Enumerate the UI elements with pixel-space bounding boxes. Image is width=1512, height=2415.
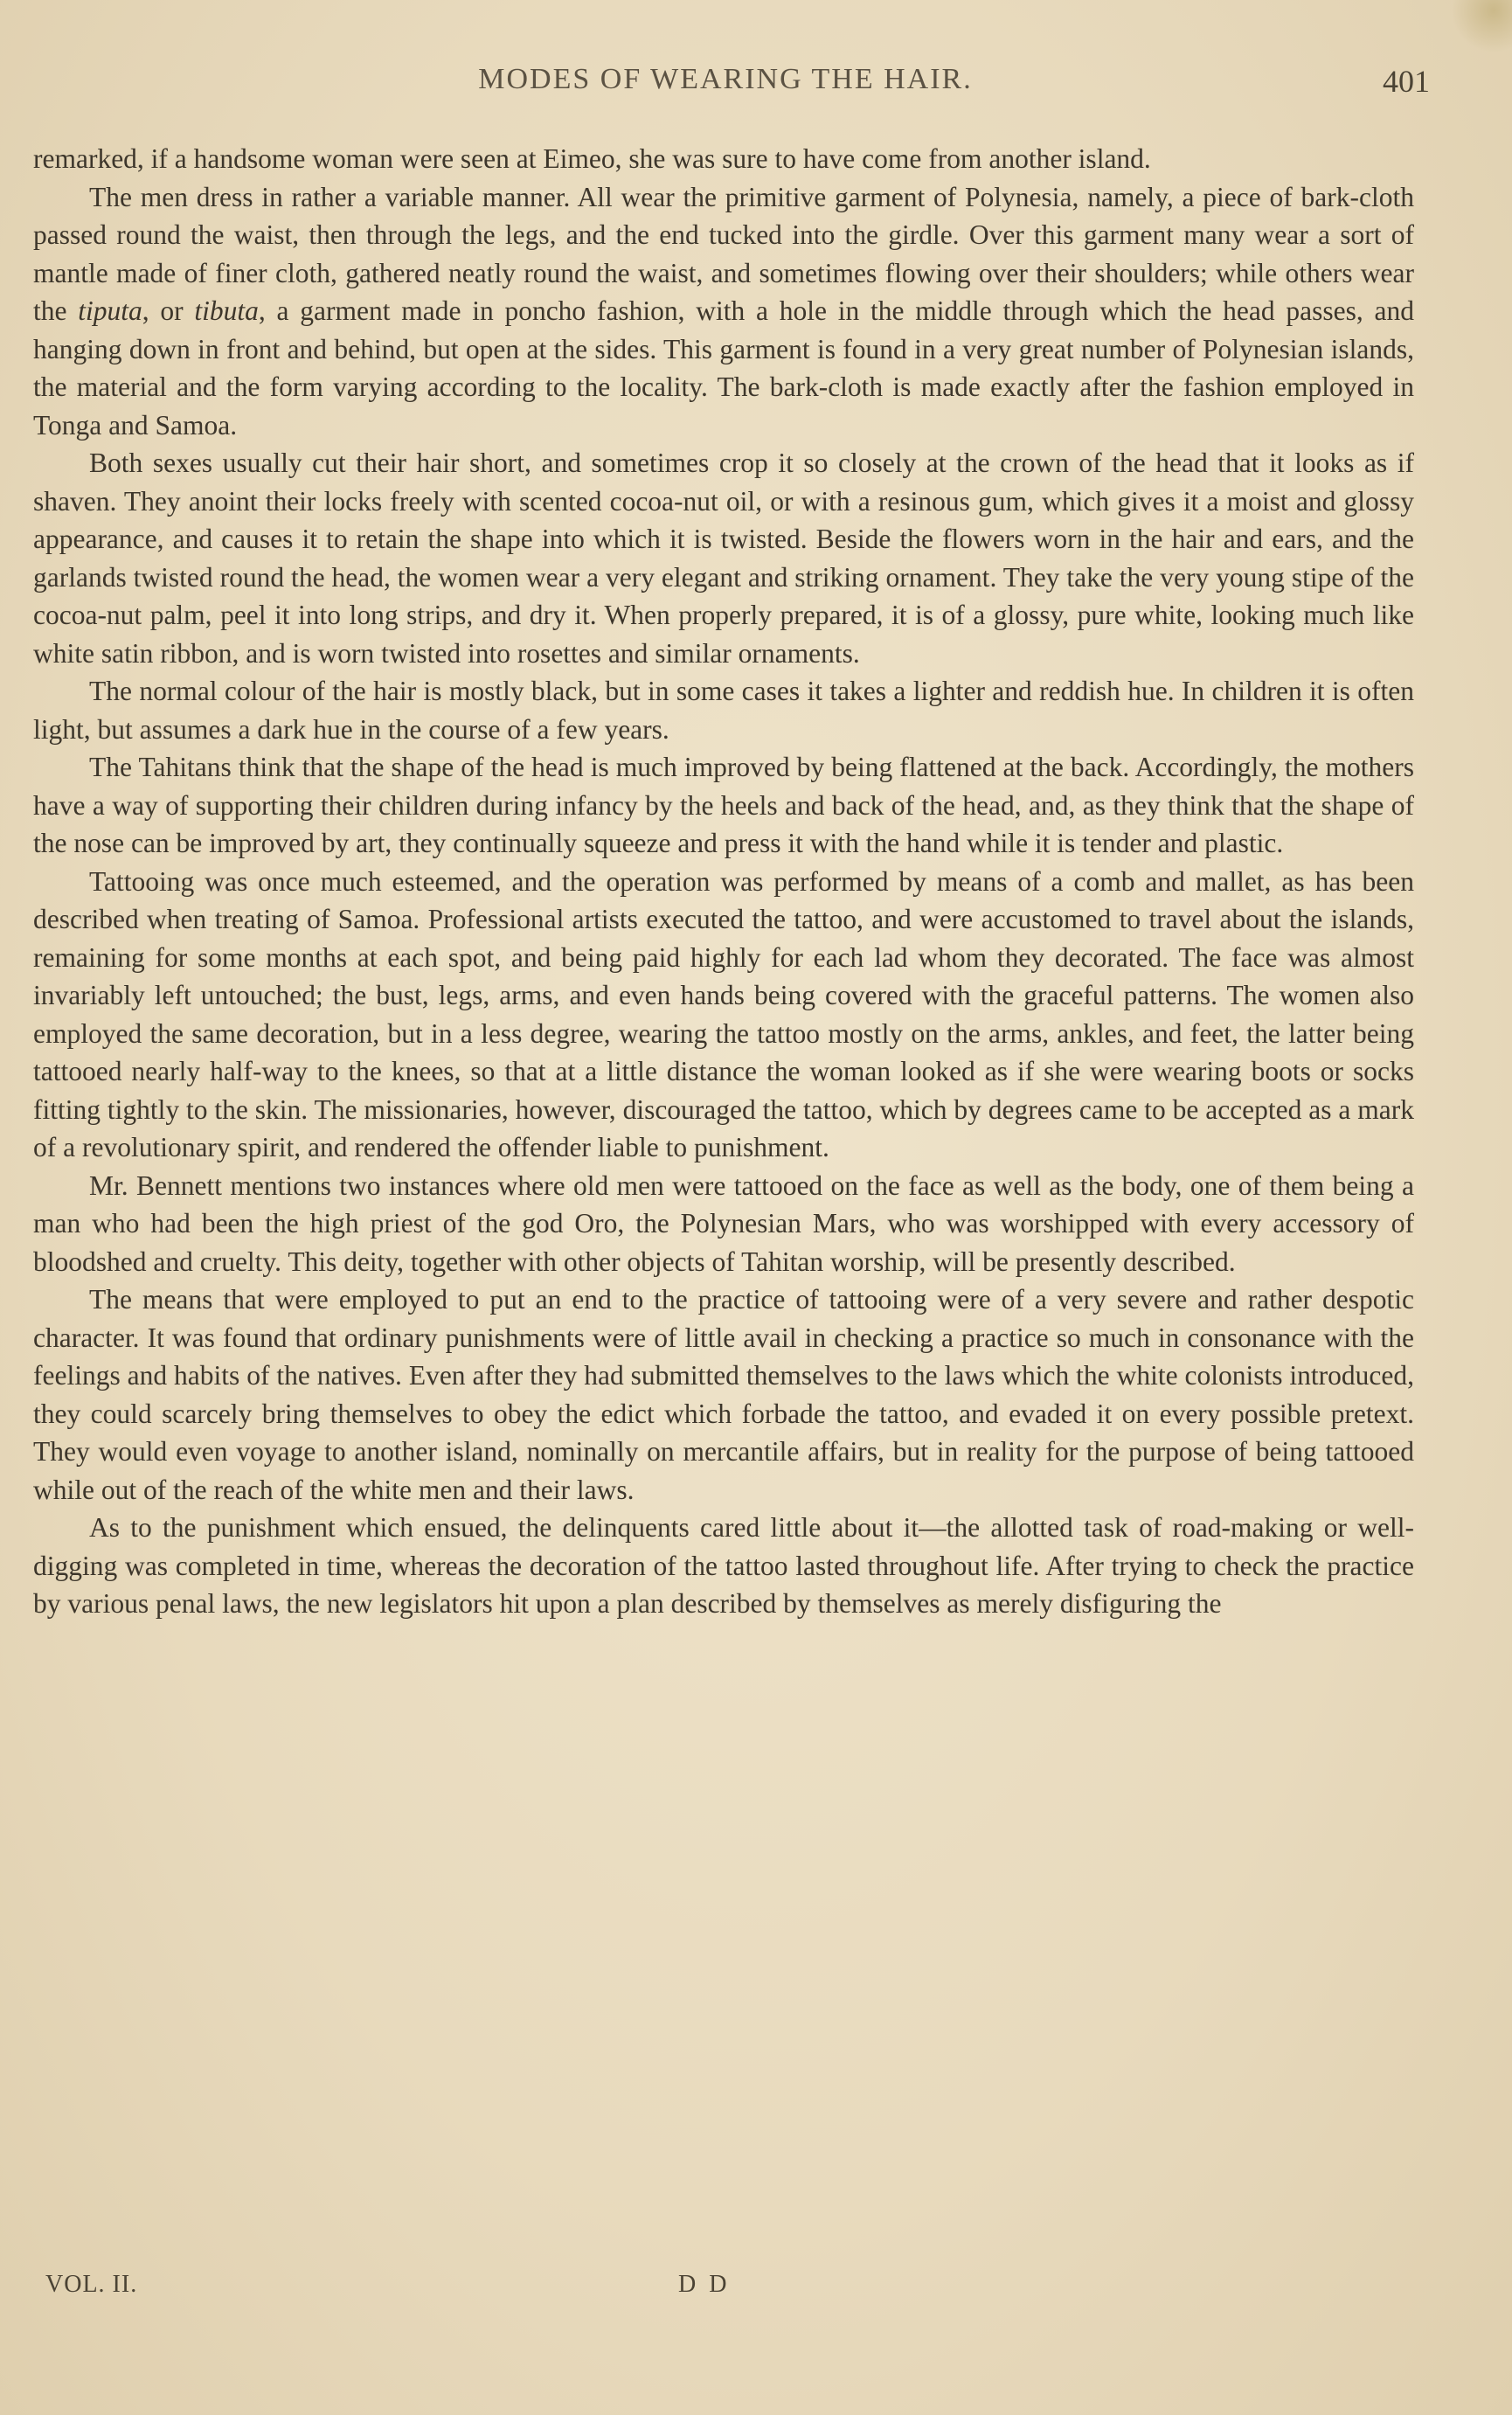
paragraph-2-after: , a garment made in poncho fashion, with a hole in the middle through which the head passes, and hanging down in front and behind, but open at the sides. This garment is found in a very great number of Polynesian islands, the material and the form varying according to the locality. The bark-cloth is made exactly after the fashion employed in Tonga and Samoa. [33,295,1414,441]
paragraph-6: Tattooing was once much esteemed, and the operation was performed by means of a comb and mallet, as has been described when treating of Samoa. Professional artists executed the tattoo, and were accustomed to travel about the islands, remaining for some months at each spot, and being paid highly for each lad whom they decorated. The face was almost invariably left untouched; the bust, legs, arms, and even hands being covered with the graceful patterns. The women also employed the same decoration, but in a less degree, wearing the tattoo mostly on the arms, ankles, and feet, the latter being tattooed nearly half-way to the knees, so that at a little distance the woman looked as if she were wearing boots or socks fitting tightly to the skin. The missionaries, however, discouraged the tattoo, which by degrees came to be accepted as a mark of a revolutionary spirit, and rendered the offender liable to punishment. [33,865,1414,1162]
running-title: MODES OF WEARING THE HAIR. [478,63,973,95]
paragraph-5: The Tahitans think that the shape of the head is much improved by being flattened at the back. Accordingly, the mothers have a way of supporting their children during infancy by the heels and back of the head, and, as they think that the shape of the nose can be improved by art, they continually squeeze and press it with the hand while it is tender and plastic. [33,752,1414,858]
body-text [33,140,1414,1623]
paragraph-3: Both sexes usually cut their hair short, and sometimes crop it so closely at the crown of the head that it looks as if shaven. They anoint their locks freely with scented cocoa-nut oil, or with a resinous gum, which gives it a moist and glossy appearance, and causes it to retain the shape into which it is twisted. Beside the flowers worn in the hair and ears, and the garlands twisted round the head, the women wear a very elegant and striking ornament. They take the very young stipe of the cocoa-nut palm, peel it into long strips, and dry it. When properly prepared, it is of a glossy, pure white, looking much like white satin ribbon, and is worn twisted into rosettes and similar ornaments. [33,448,1414,669]
paragraph-7: Mr. Bennett mentions two instances where old men were tattooed on the face as well as the body, one of them being a man who had been the high priest of the god Oro, the Polynesian Mars, who was worshipped with every accessory of bloodshed and cruelty. This deity, together with other objects of Tahitan worship, will be presently described. [33,1169,1414,1277]
footer-volume: VOL. II. [45,2271,138,2298]
paragraph-4: The normal colour of the hair is mostly black, but in some cases it takes a lighter and reddish hue. In children it is often light, but assumes a dark hue in the course of a few years. [33,676,1414,745]
paragraph-2-middle: , or [142,295,195,326]
page-number: 401 [1383,64,1430,99]
paragraph-9: As to the punishment which ensued, the delinquents cared little about it—the allotted task of road-making or well-digging was completed in time, whereas the decoration of the tattoo lasted throughout life. After trying to check the practice by various penal laws, the new legislators hit upon a plan described by themselves as merely disfiguring the [33,1512,1414,1619]
running-head [35,63,1430,107]
paragraph-8: The means that were employed to put an end to the practice of tattooing were of a very severe and rather despotic character. It was found that ordinary punishments were of little avail in checking a practice so much in consonance with the feelings and habits of the natives. Even after they had submitted themselves to the laws which the white colonists introduced, they could scarcely bring themselves to obey the edict which forbade the tattoo, and evaded it on every possible pretext. They would even voyage to another island, nominally on mercantile affairs, but in reality for the purpose of being tattooed while out of the reach of the white men and their laws. [33,1284,1414,1505]
term-tiputa: tiputa [78,295,142,326]
page-stain [1451,0,1512,52]
paragraph-2-before: The men dress in rather a variable manner. All wear the primitive garment of Polynesia, namely, a piece of bark-cloth passed round the waist, then through the legs, and the end tucked into the girdle. Over this garment many wear a sort of mantle made of finer cloth, gathered neatly round the waist, and sometimes flowing over their shoulders; while others wear the [33,181,1414,326]
paragraph-1: remarked, if a handsome woman were seen at Eimeo, she was sure to have come from another island. [33,143,1151,174]
paragraph-2 [33,178,1414,445]
term-tibuta: tibuta [194,295,259,326]
footer-signature: D D [678,2271,731,2298]
